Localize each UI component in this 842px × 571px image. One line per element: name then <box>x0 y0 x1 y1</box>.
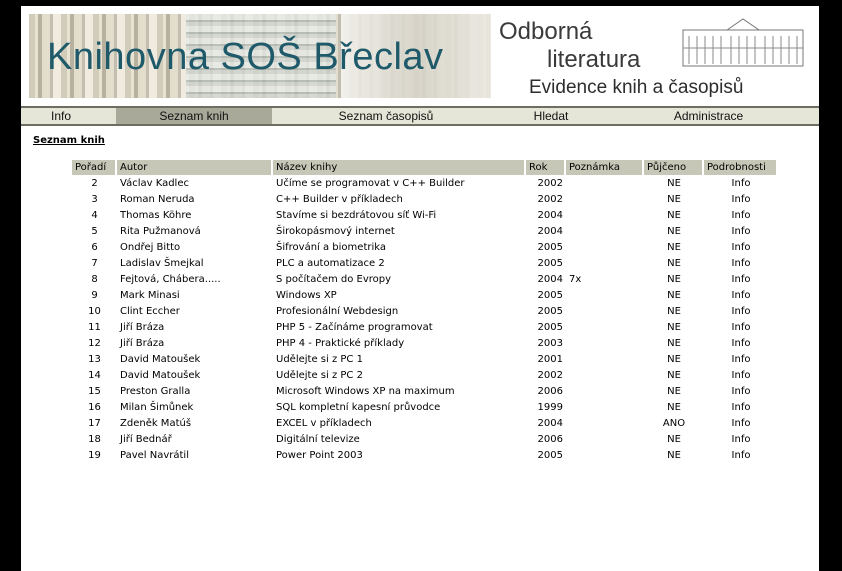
header-banner <box>21 6 819 108</box>
cell-poradi: 9 <box>91 289 98 301</box>
cell-autor: Pavel Navrátil <box>120 449 189 461</box>
cell-poznamka <box>566 335 644 351</box>
school-building-drawing <box>681 16 805 68</box>
table-row <box>72 207 778 223</box>
cell-nazev: SQL kompletní kapesní průvodce <box>276 401 441 413</box>
cell-poznamka <box>566 399 644 415</box>
cell-nazev: Profesionální Webdesign <box>276 305 399 317</box>
cell-pujceno: NE <box>667 337 681 349</box>
cell-nazev: Širokopásmový internet <box>276 225 395 237</box>
cell-pujceno: NE <box>667 257 681 269</box>
cell-autor: David Matoušek <box>120 369 201 381</box>
table-row <box>72 335 778 351</box>
table-row <box>72 351 778 367</box>
cell-pujceno: NE <box>667 193 681 205</box>
cell-pujceno: NE <box>667 305 681 317</box>
section-title: Seznam knih <box>33 135 105 146</box>
table-row <box>72 415 778 431</box>
cell-poznamka <box>566 287 644 303</box>
cell-poznamka <box>566 319 644 335</box>
info-link[interactable]: Info <box>731 369 751 381</box>
cell-poradi: 18 <box>88 433 101 445</box>
cell-autor: Václav Kadlec <box>120 177 189 189</box>
info-link[interactable]: Info <box>731 241 751 253</box>
cell-rok: 2005 <box>537 257 563 269</box>
cell-autor: Ondřej Bitto <box>120 241 181 253</box>
cell-autor: Zdeněk Matúš <box>120 417 192 429</box>
cell-poznamka <box>566 447 644 463</box>
cell-nazev: Udělejte si z PC 2 <box>276 369 363 381</box>
cell-poradi: 13 <box>88 353 101 365</box>
cell-nazev: PLC a automatizace 2 <box>276 257 385 269</box>
table-row <box>72 271 778 287</box>
cell-nazev: EXCEL v příkladech <box>276 417 372 429</box>
cell-poznamka <box>566 351 644 367</box>
cell-poradi: 14 <box>88 369 101 381</box>
table-row <box>72 255 778 271</box>
cell-nazev: Power Point 2003 <box>276 449 363 461</box>
cell-poradi: 3 <box>91 193 98 205</box>
cell-nazev: PHP 4 - Praktické příklady <box>276 337 405 349</box>
cell-poznamka <box>566 303 644 319</box>
col-header-poznamka: Poznámka <box>566 160 644 175</box>
banner-line-1: Odborná <box>499 18 593 45</box>
info-link[interactable]: Info <box>731 289 751 301</box>
cell-autor: Jiří Bráza <box>120 337 165 349</box>
cell-autor: Jiří Bráza <box>120 321 165 333</box>
cell-rok: 2006 <box>537 385 563 397</box>
page <box>21 6 819 571</box>
table-row <box>72 175 778 191</box>
cell-poradi: 4 <box>91 209 98 221</box>
cell-autor: Ladislav Šmejkal <box>120 257 204 269</box>
nav-seznam-knih[interactable]: Seznam knih <box>116 108 272 124</box>
info-link[interactable]: Info <box>731 401 751 413</box>
cell-poradi: 11 <box>88 321 101 333</box>
cell-poradi: 8 <box>91 273 98 285</box>
cell-poradi: 2 <box>91 177 98 189</box>
cell-pujceno: NE <box>667 385 681 397</box>
cell-poradi: 15 <box>88 385 101 397</box>
cell-autor: Thomas Köhre <box>120 209 192 221</box>
info-link[interactable]: Info <box>731 177 751 189</box>
cell-autor: Clint Eccher <box>120 305 180 317</box>
cell-poznamka <box>566 255 644 271</box>
cell-poznamka <box>566 415 644 431</box>
info-link[interactable]: Info <box>731 193 751 205</box>
cell-pujceno: NE <box>667 353 681 365</box>
cell-rok: 2004 <box>537 209 563 221</box>
cell-poznamka <box>566 383 644 399</box>
nav-hledat[interactable]: Hledat <box>533 109 569 123</box>
cell-poznamka: 7x <box>569 273 582 285</box>
cell-pujceno: NE <box>667 401 681 413</box>
table-row <box>72 319 778 335</box>
cell-poznamka <box>566 175 644 191</box>
table-row <box>72 223 778 239</box>
cell-rok: 2004 <box>537 417 563 429</box>
cell-pujceno: NE <box>667 289 681 301</box>
cell-nazev: Udělejte si z PC 1 <box>276 353 363 365</box>
nav-administrace[interactable]: Administrace <box>673 109 744 123</box>
cell-rok: 2005 <box>537 449 563 461</box>
cell-autor: Preston Gralla <box>120 385 191 397</box>
cell-autor: Fejtová, Chábera..... <box>120 273 221 285</box>
info-link[interactable]: Info <box>731 273 751 285</box>
info-link[interactable]: Info <box>731 305 751 317</box>
cell-rok: 1999 <box>537 401 563 413</box>
cell-poznamka <box>566 239 644 255</box>
table-row <box>72 287 778 303</box>
cell-rok: 2005 <box>537 321 563 333</box>
main-menu <box>21 108 819 126</box>
cell-pujceno: NE <box>667 209 681 221</box>
books-table-body <box>72 175 778 463</box>
cell-rok: 2006 <box>537 433 563 445</box>
nav-seznam-casopisu[interactable]: Seznam časopisů <box>338 109 434 123</box>
cell-rok: 2004 <box>537 273 563 285</box>
cell-pujceno: NE <box>667 225 681 237</box>
cell-autor: Jiří Bednář <box>120 433 172 445</box>
cell-pujceno: NE <box>667 449 681 461</box>
table-row <box>72 367 778 383</box>
info-link[interactable]: Info <box>731 225 751 237</box>
cell-rok: 2005 <box>537 305 563 317</box>
table-row <box>72 383 778 399</box>
cell-poznamka <box>566 367 644 383</box>
cell-rok: 2002 <box>537 369 563 381</box>
info-link[interactable]: Info <box>731 449 751 461</box>
cell-nazev: Šifrování a biometrika <box>276 241 386 253</box>
cell-rok: 2005 <box>537 289 563 301</box>
table-header-row <box>72 160 778 175</box>
cell-autor: Milan Šimůnek <box>120 401 194 413</box>
cell-poradi: 7 <box>91 257 98 269</box>
cell-nazev: Windows XP <box>276 289 337 301</box>
info-link[interactable]: Info <box>731 385 751 397</box>
cell-rok: 2003 <box>537 337 563 349</box>
cell-poradi: 12 <box>88 337 101 349</box>
info-link[interactable]: Info <box>731 321 751 333</box>
cell-poznamka <box>566 431 644 447</box>
banner-subtitle: Evidence knih a časopisů <box>529 77 744 98</box>
cell-poradi: 17 <box>88 417 101 429</box>
cell-nazev: Stavíme si bezdrátovou síť Wi-Fi <box>276 209 437 221</box>
cell-autor: Roman Neruda <box>120 193 195 205</box>
cell-poradi: 10 <box>88 305 101 317</box>
cell-poznamka <box>566 191 644 207</box>
cell-nazev: Učíme se programovat v C++ Builder <box>276 177 465 189</box>
cell-poznamka <box>566 207 644 223</box>
col-header-poradi: Pořadí <box>72 160 117 175</box>
cell-autor: David Matoušek <box>120 353 201 365</box>
cell-nazev: Microsoft Windows XP na maximum <box>276 385 455 397</box>
cell-pujceno: NE <box>667 369 681 381</box>
cell-poradi: 16 <box>88 401 101 413</box>
cell-nazev: Digitální televize <box>276 433 360 445</box>
table-row <box>72 239 778 255</box>
cell-nazev: PHP 5 - Začínáme programovat <box>276 321 433 333</box>
info-link[interactable]: Info <box>731 337 751 349</box>
table-row <box>72 191 778 207</box>
cell-pujceno: NE <box>667 321 681 333</box>
cell-autor: Mark Minasi <box>120 289 180 301</box>
cell-nazev: C++ Builder v příkladech <box>276 193 403 205</box>
cell-poradi: 6 <box>91 241 98 253</box>
info-link[interactable]: Info <box>731 209 751 221</box>
info-link[interactable]: Info <box>731 257 751 269</box>
table-row <box>72 431 778 447</box>
cell-pujceno: NE <box>667 273 681 285</box>
nav-info[interactable]: Info <box>50 109 71 123</box>
col-header-autor: Autor <box>117 160 273 175</box>
cell-rok: 2005 <box>537 241 563 253</box>
cell-poradi: 5 <box>91 225 98 237</box>
cell-rok: 2004 <box>537 225 563 237</box>
col-header-nazev: Název knihy <box>273 160 526 175</box>
info-link[interactable]: Info <box>731 433 751 445</box>
table-row <box>72 399 778 415</box>
cell-poradi: 19 <box>88 449 101 461</box>
cell-rok: 2001 <box>537 353 563 365</box>
cell-pujceno: NE <box>667 241 681 253</box>
info-link[interactable]: Info <box>731 353 751 365</box>
cell-rok: 2002 <box>537 193 563 205</box>
col-header-pujceno: Půjčeno <box>644 160 704 175</box>
books-table <box>72 160 778 463</box>
cell-rok: 2002 <box>537 177 563 189</box>
cell-poznamka <box>566 223 644 239</box>
cell-pujceno: ANO <box>662 417 686 429</box>
col-header-rok: Rok <box>526 160 566 175</box>
cell-pujceno: NE <box>667 177 681 189</box>
table-row <box>72 447 778 463</box>
cell-pujceno: NE <box>667 433 681 445</box>
col-header-podrobnosti: Podrobnosti <box>704 160 778 175</box>
library-logo-title: Knihovna SOŠ Břeclav <box>47 36 444 78</box>
banner-line-2: literatura <box>547 46 641 73</box>
info-link[interactable]: Info <box>731 417 751 429</box>
cell-nazev: S počítačem do Evropy <box>276 273 392 285</box>
table-row <box>72 303 778 319</box>
cell-autor: Rita Pužmanová <box>120 225 201 237</box>
